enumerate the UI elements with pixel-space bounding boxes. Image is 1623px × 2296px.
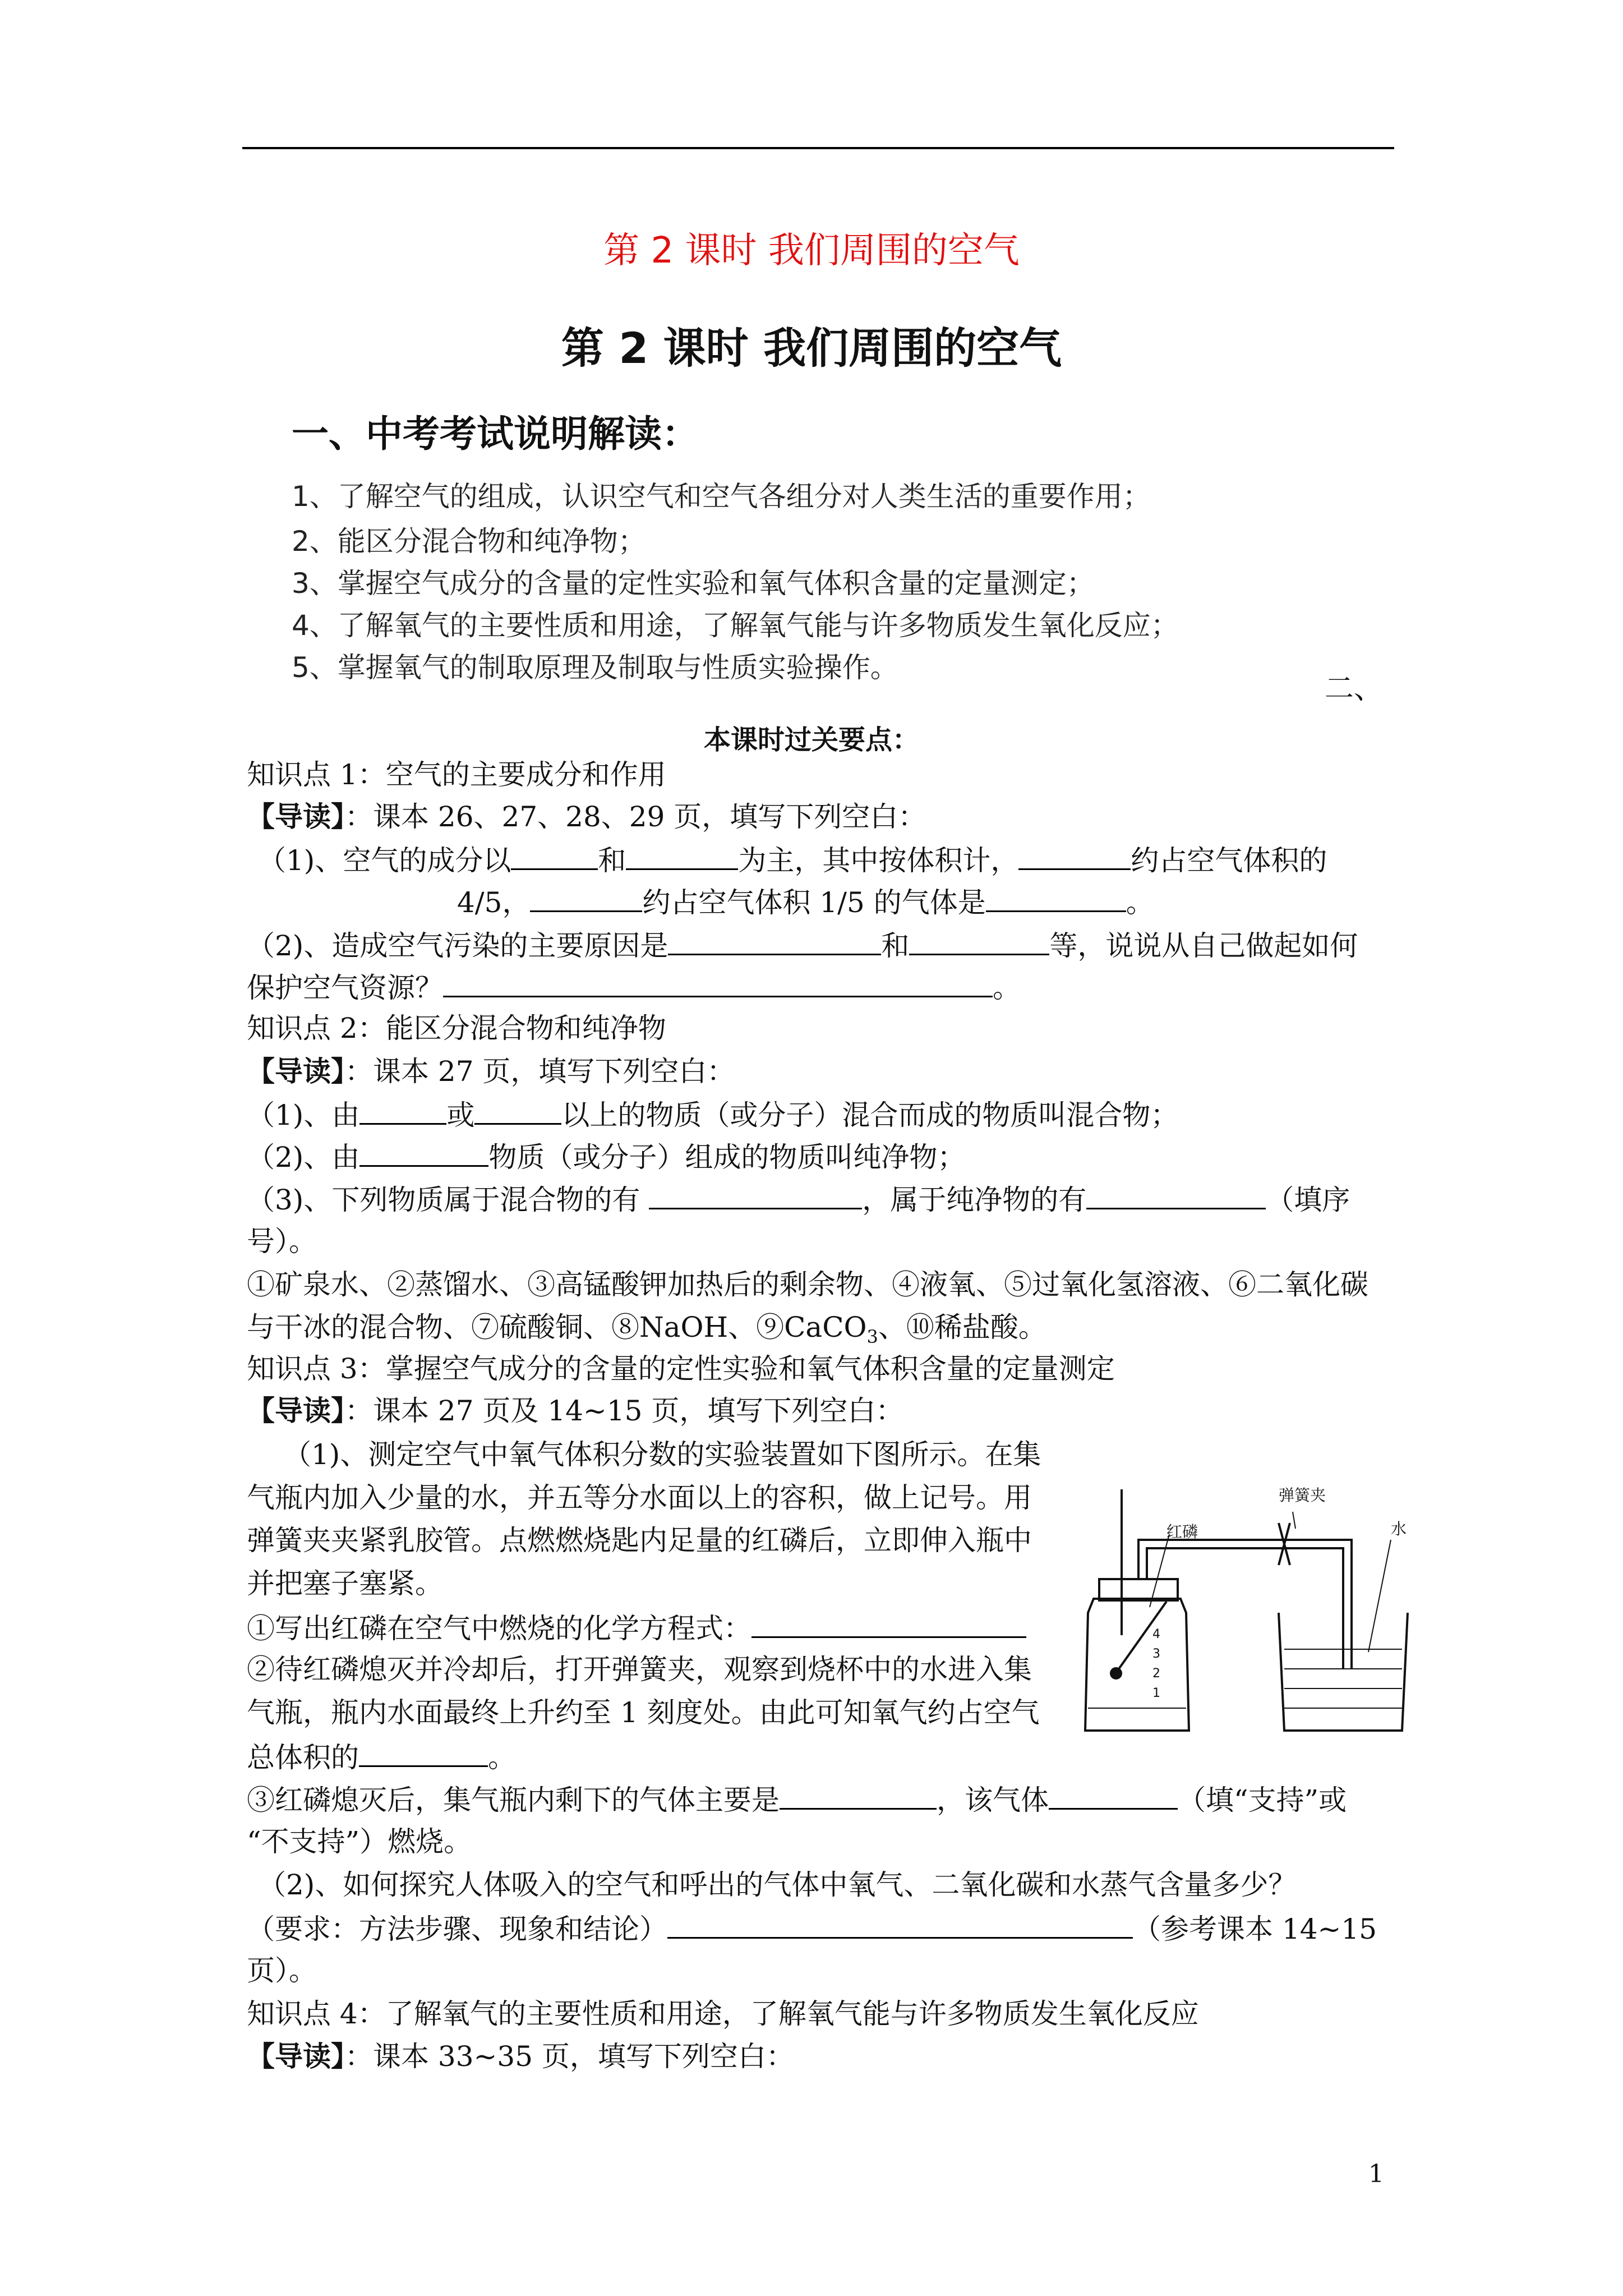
k1-q2-line1: （2)、造成空气污染的主要原因是 和 等，说说从自己做起如何	[247, 926, 1358, 964]
k2-list-line1: ①矿泉水、②蒸馏水、③高锰酸钾加热后的剩余物、④液氧、⑤过氧化氢溶液、⑥二氧化碳	[247, 1268, 1368, 1301]
blank[interactable]	[359, 1737, 488, 1767]
page-title-red: 第 2 课时 我们周围的空气	[603, 230, 1020, 272]
blank[interactable]	[359, 1137, 488, 1167]
blank[interactable]	[667, 1909, 1133, 1939]
requirement-item: 2、能区分混合物和纯净物；	[292, 525, 646, 558]
k2-list-line2: 与干冰的混合物、⑦硫酸铜、⑧NaOH、⑨CaCO$_3$、⑩稀盐酸。	[247, 1311, 1046, 1347]
requirement-item: 1、了解空气的组成，认识空气和空气各组分对人类生活的重要作用；	[292, 480, 1151, 513]
blank[interactable]	[1018, 840, 1131, 870]
k2-q2: （2)、由 物质（或分子）组成的物质叫纯净物；	[247, 1137, 965, 1176]
requirement-item: 5、掌握氧气的制取原理及制取与性质实验操作。	[292, 651, 898, 684]
scale-mark: 1	[1152, 1686, 1160, 1700]
blank[interactable]	[1049, 1780, 1178, 1810]
blank[interactable]	[474, 1095, 561, 1125]
k1-guide	[247, 798, 926, 835]
gas-bottle	[1085, 1599, 1189, 1731]
scale-mark: 4	[1152, 1627, 1160, 1641]
scale-mark: 2	[1152, 1667, 1160, 1681]
k3-q2-line2: （要求：方法步骤、现象和结论） （参考课本 14~15	[247, 1909, 1377, 1948]
blank[interactable]	[1086, 1180, 1266, 1209]
apparatus-figure	[1054, 1467, 1430, 1747]
page-title-bold: 第 2 课时 我们周围的空气	[561, 323, 1062, 373]
guide-text: ：课本 26、27、28、29 页，填写下列空白：	[345, 800, 926, 833]
k3-para: 弹簧夹夹紧乳胶管。点燃燃烧匙内足量的红磷后，立即伸入瓶中	[247, 1524, 1032, 1557]
scale-mark: 3	[1152, 1647, 1160, 1661]
k2-guide: 【导读】：课本 27 页，填写下列空白：	[247, 1055, 735, 1088]
label-phosphorus: 红磷	[1166, 1522, 1198, 1541]
k3-para: ②待红磷熄灭并冷却后，打开弹簧夹，观察到烧杯中的水进入集	[247, 1653, 1032, 1686]
k3-para: 气瓶内加入少量的水，并五等分水面以上的容积，做上记号。用	[247, 1481, 1032, 1514]
k2-q3-line2: 号）。	[247, 1225, 317, 1258]
requirement-item: 4、了解氧气的主要性质和用途，了解氧气能与许多物质发生氧化反应；	[292, 609, 1179, 642]
k3-title: 知识点 3：掌握空气成分的含量的定性实验和氧气体积含量的定量测定	[247, 1352, 1115, 1385]
blank[interactable]	[626, 840, 738, 870]
section2-subtitle: 本课时过关要点：	[703, 724, 919, 756]
k3-q-gas: ③红磷熄灭后，集气瓶内剩下的气体主要是 ，该气体 （填“支持”或	[247, 1780, 1347, 1819]
section2-marker: 二、	[1325, 672, 1384, 706]
blank[interactable]	[751, 1608, 1026, 1638]
bottle-stopper	[1099, 1579, 1178, 1600]
blank[interactable]	[668, 926, 881, 955]
page-number: 1	[1368, 2160, 1384, 2188]
k3-para: （1)、测定空气中氧气体积分数的实验装置如下图所示。在集	[283, 1438, 1041, 1471]
header-rule	[242, 147, 1394, 149]
requirement-item: 3、掌握空气成分的含量的定性实验和氧气体积含量的定量测定；	[292, 567, 1095, 600]
k4-guide: 【导读】：课本 33~35 页，填写下列空白：	[247, 2040, 794, 2073]
k3-guide: 【导读】：课本 27 页及 14~15 页，填写下列空白：	[247, 1394, 904, 1427]
k1-q2-line2: 保护空气资源？ 。	[247, 968, 1021, 1006]
section1-heading: 一、中考考试说明解读：	[292, 412, 699, 455]
blank[interactable]	[986, 882, 1126, 912]
blank[interactable]	[530, 882, 642, 912]
blank[interactable]	[909, 926, 1049, 955]
k3-para: 并把塞子塞紧。	[247, 1567, 443, 1600]
label-water: 水	[1391, 1520, 1407, 1538]
k3-q-equation: ①写出红磷在空气中燃烧的化学方程式：	[247, 1608, 1026, 1647]
k3-para: “不支持”）燃烧。	[247, 1825, 472, 1858]
blank[interactable]	[780, 1780, 937, 1810]
blank[interactable]	[511, 840, 598, 870]
label-clamp: 弹簧夹	[1279, 1486, 1326, 1504]
k3-q2-line3: 页）。	[247, 1954, 317, 1987]
k1-q1-line1: （1)、空气的成分以 和 为主，其中按体积计， 约占空气体积的	[258, 840, 1327, 879]
k4-title: 知识点 4：了解氧气的主要性质和用途，了解氧气能与许多物质发生氧化反应	[247, 1998, 1199, 2030]
k2-q3-line1: （3)、下列物质属于混合物的有 ，属于纯净物的有 （填序	[247, 1180, 1350, 1218]
k2-title: 知识点 2：能区分混合物和纯净物	[247, 1012, 666, 1045]
k3-q-fraction: 总体积的 。	[247, 1737, 516, 1776]
k1-title: 知识点 1：空气的主要成分和作用	[247, 758, 666, 791]
k3-para: 气瓶，瓶内水面最终上升约至 1 刻度处。由此可知氧气约占空气	[247, 1696, 1040, 1729]
blank[interactable]	[443, 968, 993, 997]
blank[interactable]	[649, 1180, 862, 1209]
blank[interactable]	[359, 1095, 446, 1125]
k3-q2-line1: （2)、如何探究人体吸入的空气和呼出的气体中氧气、二氧化碳和水蒸气含量多少？	[258, 1869, 1297, 1901]
k2-q1: （1)、由 或 以上的物质（或分子）混合而成的物质叫混合物；	[247, 1095, 1178, 1134]
guide-label: 【导读】	[247, 800, 345, 833]
k1-q1-line2: 4/5， 约占空气体积 1/5 的气体是 。	[457, 882, 1154, 921]
